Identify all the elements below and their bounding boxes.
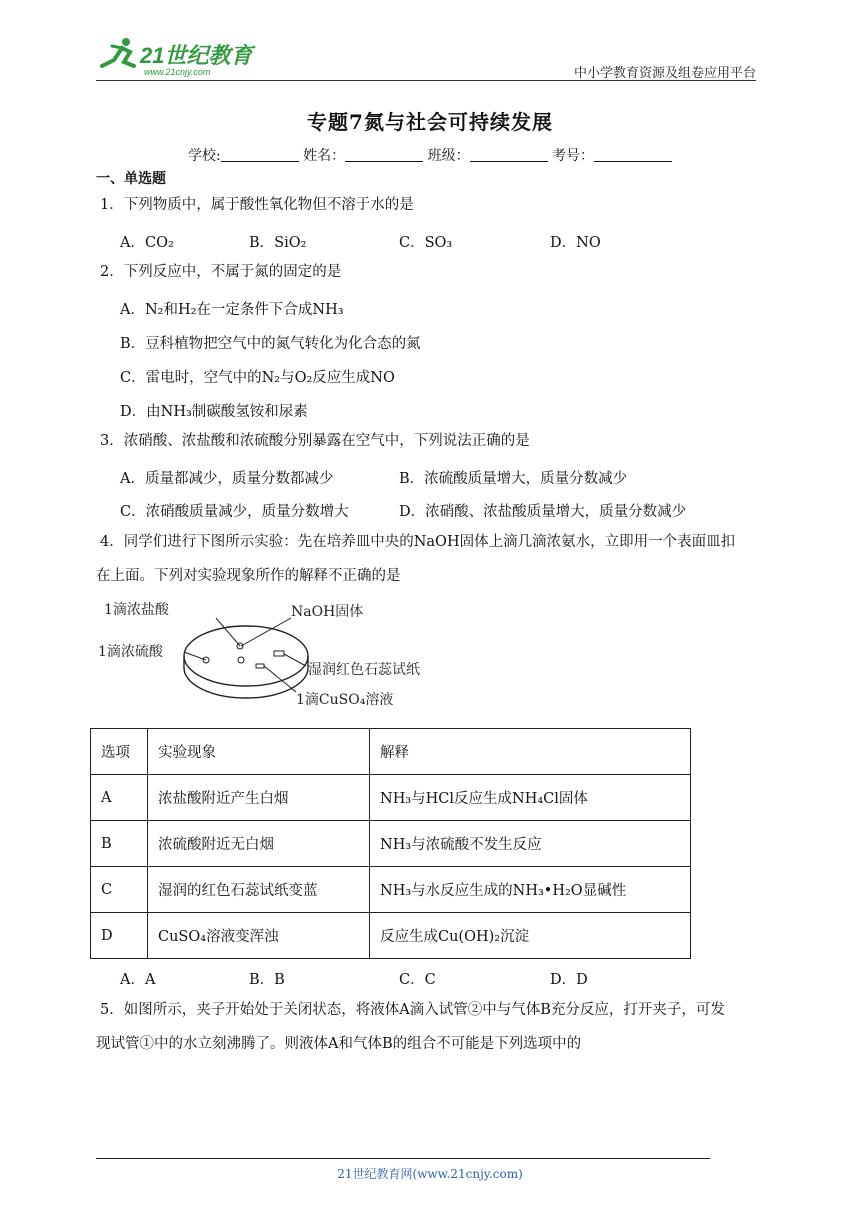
header-cell: 解释 bbox=[370, 729, 691, 775]
name-label: 姓名： bbox=[303, 148, 346, 164]
table-row bbox=[91, 913, 691, 959]
table-cell: 湿润的红色石蕊试纸变蓝 bbox=[148, 867, 370, 913]
table-row bbox=[91, 821, 691, 867]
table-cell: A bbox=[91, 775, 148, 821]
exam-no-field[interactable] bbox=[594, 147, 672, 162]
question-4-stem-line1: 4．同学们进行下图所示实验：先在培养皿中央的NaOH固体上滴几滴浓氨水，立即用一个表面皿扣 bbox=[100, 534, 736, 550]
dish-outer bbox=[184, 626, 308, 686]
q2-option-c[interactable]: C．雷电时，空气中的N₂与O₂反应生成NO bbox=[120, 370, 395, 386]
q3-option-a[interactable]: A．质量都减少，质量分数都减少 bbox=[120, 471, 334, 487]
q1-option-b[interactable]: B．SiO₂ bbox=[249, 235, 307, 251]
table-cell: CuSO₄溶液变浑浊 bbox=[148, 913, 370, 959]
q4-table bbox=[90, 728, 691, 959]
h2so4-leader bbox=[184, 652, 206, 660]
question-3-stem: 3．浓硝酸、浓盐酸和浓硫酸分别暴露在空气中，下列说法正确的是 bbox=[100, 433, 530, 449]
table-row bbox=[91, 867, 691, 913]
student-info-line bbox=[0, 145, 860, 165]
site-logo bbox=[96, 36, 266, 80]
cuso4-drop bbox=[256, 664, 264, 668]
question-1-stem: 1．下列物质中，属于酸性氧化物但不溶于水的是 bbox=[100, 197, 414, 213]
table-cell: D bbox=[91, 913, 148, 959]
table-row bbox=[91, 775, 691, 821]
class-field[interactable] bbox=[470, 147, 548, 162]
label-cuso4: 1滴CuSO₄溶液 bbox=[296, 692, 394, 708]
class-label: 班级： bbox=[427, 148, 470, 164]
cuso4-leader bbox=[264, 666, 296, 692]
question-4-stem-line2: 在上面。下列对实验现象所作的解释不正确的是 bbox=[96, 568, 401, 584]
litmus-paper bbox=[274, 651, 284, 656]
runner-icon bbox=[102, 38, 134, 66]
table-cell: NH₃与水反应生成的NH₃•H₂O显碱性 bbox=[370, 867, 691, 913]
school-label: 学校: bbox=[187, 148, 221, 164]
table-cell: 反应生成Cu(OH)₂沉淀 bbox=[370, 913, 691, 959]
litmus-leader bbox=[284, 654, 306, 666]
footer-link[interactable]: 21世纪教育网(www.21cnjy.com) bbox=[337, 1167, 523, 1181]
question-5-stem-line1: 5．如图所示，夹子开始处于关闭状态，将液体A滴入试管②中与气体B充分反应，打开夹子，可发 bbox=[100, 1002, 725, 1018]
table-cell: NH₃与浓硫酸不发生反应 bbox=[370, 821, 691, 867]
q3-option-d[interactable]: D．浓硝酸、浓盐酸质量增大，质量分数减少 bbox=[399, 504, 687, 520]
exam-no-label: 考号： bbox=[552, 148, 595, 164]
label-naoh: NaOH固体 bbox=[291, 604, 364, 620]
q2-option-b[interactable]: B．豆科植物把空气中的氮气转化为化合态的氮 bbox=[120, 336, 421, 352]
logo-text: 21世纪教育 bbox=[140, 43, 253, 68]
table-cell: 浓盐酸附近产生白烟 bbox=[148, 775, 370, 821]
logo-url: www.21cnjy.com bbox=[144, 67, 211, 77]
q3-option-b[interactable]: B．浓硫酸质量增大，质量分数减少 bbox=[399, 471, 628, 487]
label-hcl: 1滴浓盐酸 bbox=[104, 602, 169, 618]
table-cell: 浓硫酸附近无白烟 bbox=[148, 821, 370, 867]
header-cell: 实验现象 bbox=[148, 729, 370, 775]
q2-option-a[interactable]: A．N₂和H₂在一定条件下合成NH₃ bbox=[120, 302, 344, 318]
name-field[interactable] bbox=[345, 147, 423, 162]
naoh-solid bbox=[238, 657, 244, 663]
q4-option-d[interactable]: D．D bbox=[550, 972, 588, 988]
section-heading: 一、单选题 bbox=[96, 171, 166, 187]
q1-option-a[interactable]: A．CO₂ bbox=[120, 235, 174, 251]
q4-option-a[interactable]: A．A bbox=[120, 972, 156, 988]
header-cell: 选项 bbox=[91, 729, 148, 775]
label-litmus: 湿润红色石蕊试纸 bbox=[308, 662, 420, 678]
q1-option-c[interactable]: C．SO₃ bbox=[399, 235, 453, 251]
table-cell: B bbox=[91, 821, 148, 867]
school-field[interactable] bbox=[221, 147, 299, 162]
petri-dish-figure bbox=[96, 596, 456, 716]
footer-divider bbox=[96, 1158, 710, 1159]
page-title: 专题7氮与社会可持续发展 bbox=[307, 110, 553, 134]
table-cell: NH₃与HCl反应生成NH₄Cl固体 bbox=[370, 775, 691, 821]
table-header-row bbox=[91, 729, 691, 775]
hcl-leader bbox=[216, 618, 240, 646]
q2-option-d[interactable]: D．由NH₃制碳酸氢铵和尿素 bbox=[120, 404, 308, 420]
q3-option-c[interactable]: C．浓硝酸质量减少，质量分数增大 bbox=[120, 504, 349, 520]
label-h2so4: 1滴浓硫酸 bbox=[98, 644, 163, 660]
q4-option-c[interactable]: C．C bbox=[399, 972, 436, 988]
platform-label: 中小学教育资源及组卷应用平台 bbox=[573, 66, 756, 81]
header-divider bbox=[96, 80, 756, 81]
table-cell: C bbox=[91, 867, 148, 913]
q4-option-b[interactable]: B．B bbox=[249, 972, 285, 988]
question-2-stem: 2．下列反应中，不属于氮的固定的是 bbox=[100, 264, 342, 280]
question-5-stem-line2: 现试管①中的水立刻沸腾了。则液体A和气体B的组合不可能是下列选项中的 bbox=[96, 1036, 582, 1052]
q1-option-d[interactable]: D．NO bbox=[550, 235, 601, 251]
